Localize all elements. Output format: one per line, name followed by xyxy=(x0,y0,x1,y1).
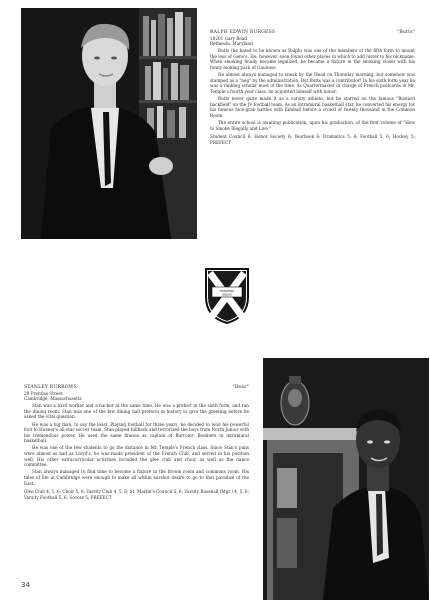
portrait-photo-burrows xyxy=(263,358,429,600)
address-line-1: 29 Prentiss Street xyxy=(24,390,63,396)
bio-burgess xyxy=(210,30,415,145)
address-line-1: 10201 Gary Road xyxy=(210,35,248,41)
bio-paragraph: He almost always managed to sneak by the Head on Thursday morning, but somehow was stamped as a "neg" by the administration. But Butts was a contributor! In his sixth form year he was a ranking scholar most of the time. As Quartermaster in charge of French postcards in Mr. Temple's fourth year class, he acquitted himself with honor. xyxy=(210,72,415,94)
address-line-2: Cambridge, Massachusetts xyxy=(24,396,82,402)
bio-paragraph: Butts (he hated to be known as Ralph) was one of the members of the fifth form to mount the loss of Geno's. He, however, soon found other places in which to add luster to his nickname. When smoking finally became legalized, he became a fixture in the smoking closet with his funny-looking pack of Gauloise. xyxy=(210,48,415,71)
activities-list: Glee Club 4, 5, 6; Choir 5, 6; Varsity Club 4, 5, 6; St. Martin's Council 5, 6; Varsity Baseball (Mgr.) 4, 5, 6; Varsity Football 5, 6; Soccer 5; PREFECT xyxy=(24,489,249,500)
bio-paragraph: Butts never quite made it as a varsity athlete, but he starred on the famous "Bustard backfield" on the JV football team. As an intramural basketball star, he converted his energy for his famous face-grab battles with Kimball before a crowd of twenty thousand in the Common Room. xyxy=(210,96,415,118)
portrait-image xyxy=(21,8,197,239)
bio-paragraph: He was a big man, to say the least. Playing football for three years, he decided to lend his powerful foot to Husner's all-star soccer team. Stan played fullback and terrorized the boys from North Junior with his tremendous power. He used the same finesse as captain of Burrows' Bombers in intramural basketball. xyxy=(24,421,249,444)
portrait-photo-burgess xyxy=(21,8,197,239)
student-nickname: "Bear" xyxy=(232,385,249,390)
student-name: STANLEY BURROWS xyxy=(24,385,77,390)
bio-paragraph: Stan always managed to find time to become a fixture in the broom room and commons room. His tales of life in Cambridge were enough to make all within earshot desire to go to that paradise of the East. xyxy=(24,469,249,486)
student-name: RALPH EDWIN BURGESS xyxy=(210,30,276,35)
portrait-image xyxy=(263,358,429,600)
bio-paragraph: He was one of the few students to go the distance in Mr. Temple's French class. Since Stan's puns were almost as bad as Lloyd's, he was made president of the French Club, and served in his position well. His other extracurricular activities included the glee club and choir, as well as the dance committee. xyxy=(24,445,249,468)
activities-list: Student Council 6; Honor Society 6; Yearbook 6; Dramatics 5, 6; Football 5, 6; Hockey 5; PREFECT xyxy=(210,134,415,145)
address-line-2: Bethesda, Maryland xyxy=(210,41,253,47)
student-nickname: "Butts" xyxy=(396,30,415,35)
crest-motto: NOBLESSE xyxy=(220,290,234,293)
page-number: 34 xyxy=(21,581,30,589)
crest-motto-2: OBLIGE xyxy=(222,293,232,297)
school-crest xyxy=(204,267,250,325)
bio-paragraph: The entire school is awaiting publication, upon his graduation, of the first volume of "How to Smoke Illegally and Live." xyxy=(210,119,415,131)
bio-burrows xyxy=(24,385,249,500)
crest-shield-icon xyxy=(204,267,250,325)
bio-paragraph: Stan was a hard worker and a hacker at the same time. He was a prefect in the sixth form, and ran the dining room. Stan was one of the few dining hall prefects in history to give the greeting before he asked the vital question. xyxy=(24,403,249,420)
